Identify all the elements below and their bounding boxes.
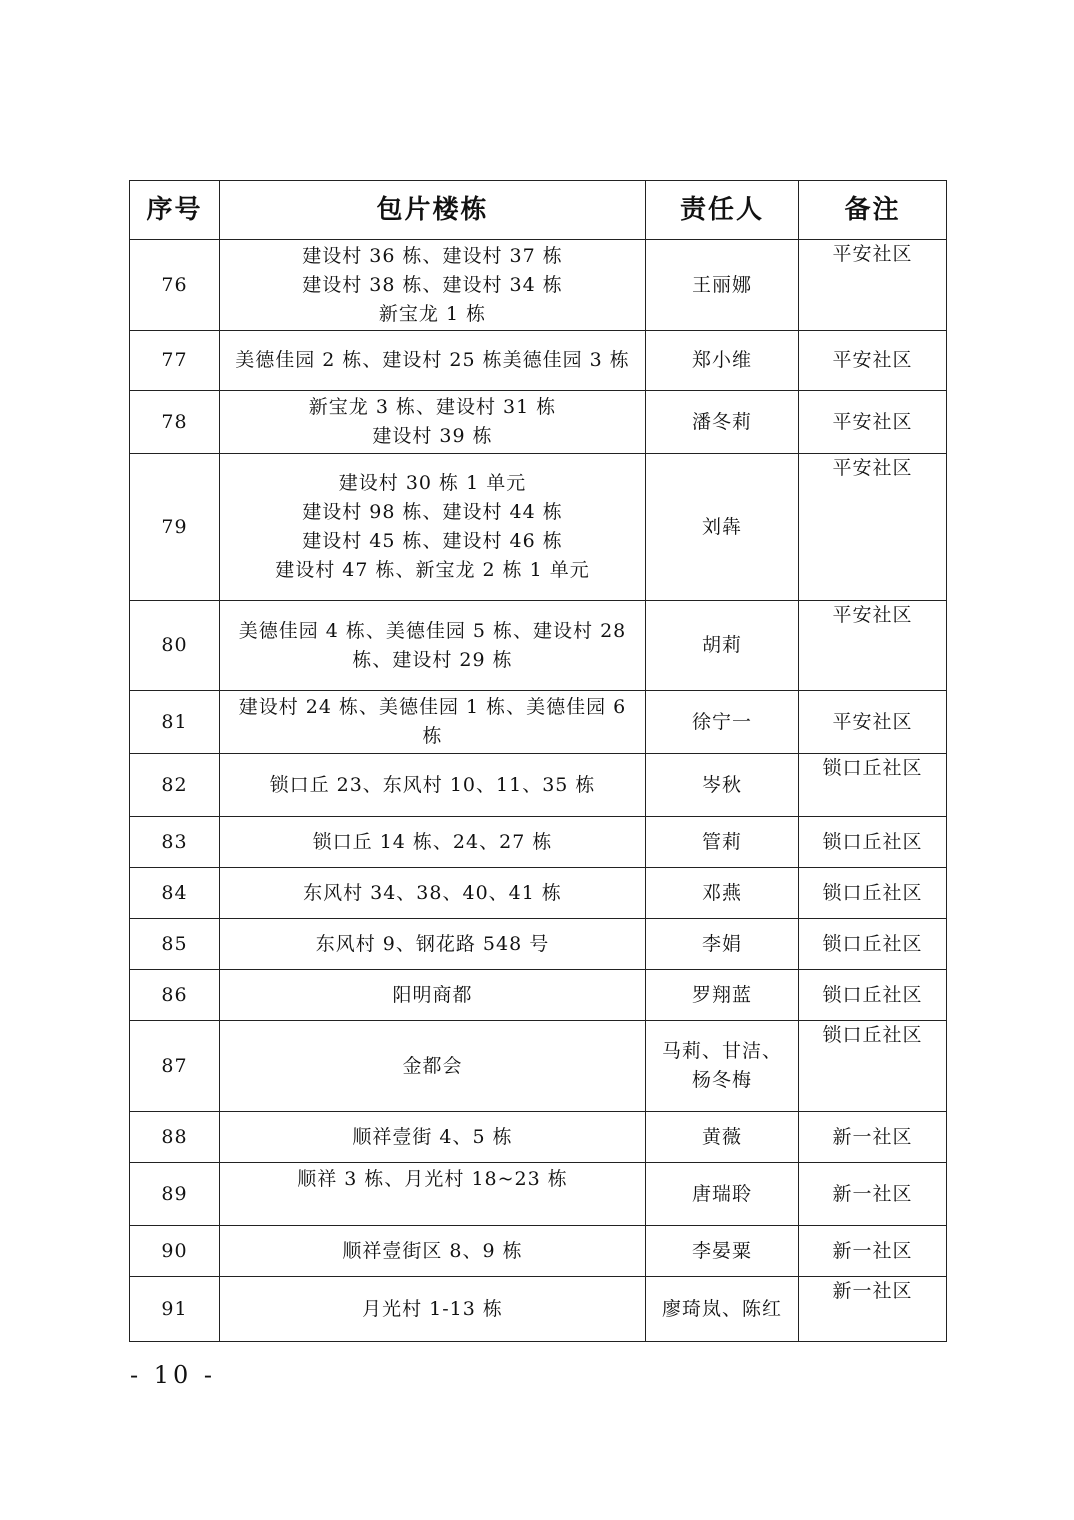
buildings-line: 美德佳园 2 栋、建设村 25 栋美德佳园 3 栋 [235,349,630,371]
buildings-line: 建设村 98 栋、建设村 44 栋 [302,501,563,523]
cell-person [646,1226,799,1277]
cell-note: 新一社区 [799,1226,947,1277]
person-line: 黄薇 [701,1125,742,1148]
cell-person [646,1277,799,1342]
cell-no: 77 [130,331,220,391]
table-row [130,1021,947,1112]
buildings-line: 栋、建设村 29 栋 [352,648,513,671]
cell-note: 锁口丘社区 [799,919,947,970]
cell-no: 84 [130,868,220,919]
cell-buildings [220,240,646,331]
cell-buildings [220,817,646,868]
cell-buildings [220,391,646,454]
cell-person [646,601,799,691]
buildings-line: 建设村 45 栋、建设村 46 栋 [302,530,563,552]
table-row [130,331,947,391]
person-line: 王丽娜 [691,273,752,296]
cell-no: 85 [130,919,220,970]
table-row [130,240,947,331]
person-line: 徐宁一 [691,710,752,733]
person-line: 胡莉 [701,634,742,656]
cell-buildings [220,691,646,754]
page-number: - 10 - [130,1361,217,1389]
buildings-line: 建设村 24 栋、美德佳园 1 栋、美德佳园 6 [238,696,627,718]
person-line: 郑小维 [691,349,752,371]
buildings-line: 建设村 39 栋 [372,425,493,447]
header-note: 备注 [799,181,947,240]
person-line: 潘冬莉 [691,410,752,433]
cell-note: 平安社区 [799,391,947,454]
cell-no: 80 [130,601,220,691]
cell-person [646,240,799,331]
buildings-line: 锁口丘 23、东风村 10、11、35 栋 [269,773,596,796]
cell-person [646,331,799,391]
cell-note: 锁口丘社区 [799,754,947,817]
table-row [130,1277,947,1342]
cell-person [646,1163,799,1226]
cell-buildings [220,1112,646,1163]
header-row [130,181,947,240]
cell-person [646,454,799,601]
cell-buildings [220,868,646,919]
person-line: 岑秋 [701,773,742,796]
buildings-line: 建设村 36 栋、建设村 37 栋 [302,244,563,267]
buildings-line: 美德佳园 4 栋、美德佳园 5 栋、建设村 28 [238,619,627,642]
cell-no: 89 [130,1163,220,1226]
person-line: 杨冬梅 [691,1069,752,1091]
table-row [130,868,947,919]
header-buildings: 包片楼栋 [220,181,646,240]
cell-buildings [220,454,646,601]
person-line: 马莉、甘洁、 [661,1040,782,1062]
buildings-line: 金都会 [402,1054,463,1077]
cell-person [646,970,799,1021]
header-person: 责任人 [646,181,799,240]
person-line: 罗翔蓝 [691,983,752,1006]
cell-no: 78 [130,391,220,454]
buildings-line: 阳明商都 [392,983,473,1006]
table-row [130,1112,947,1163]
cell-person [646,1112,799,1163]
cell-buildings [220,1163,646,1226]
header-no: 序号 [130,181,220,240]
cell-no: 79 [130,454,220,601]
cell-note: 锁口丘社区 [799,868,947,919]
cell-person [646,754,799,817]
buildings-line: 锁口丘 14 栋、24、27 栋 [312,830,553,853]
cell-note: 新一社区 [799,1277,947,1342]
buildings-line: 顺祥壹街 4、5 栋 [352,1125,513,1148]
cell-buildings [220,331,646,391]
cell-no: 88 [130,1112,220,1163]
cell-buildings [220,1226,646,1277]
cell-note: 平安社区 [799,691,947,754]
table-row [130,817,947,868]
cell-no: 87 [130,1021,220,1112]
buildings-line: 新宝龙 1 栋 [378,302,487,325]
cell-note: 锁口丘社区 [799,970,947,1021]
buildings-line: 建设村 47 栋、新宝龙 2 栋 1 单元 [275,559,590,581]
person-line: 李娟 [701,932,742,955]
buildings-line: 月光村 1-13 栋 [362,1297,503,1320]
buildings-line: 顺祥壹街区 8、9 栋 [342,1239,523,1262]
cell-person [646,391,799,454]
table-row [130,1226,947,1277]
person-line: 刘犇 [701,515,742,538]
table-row [130,1163,947,1226]
table-row [130,754,947,817]
cell-no: 81 [130,691,220,754]
cell-buildings [220,754,646,817]
cell-no: 91 [130,1277,220,1342]
cell-no: 90 [130,1226,220,1277]
cell-no: 83 [130,817,220,868]
person-line: 唐瑞聆 [691,1182,752,1205]
table-row [130,970,947,1021]
buildings-line: 建设村 30 栋 1 单元 [338,472,527,494]
table-row [130,601,947,691]
cell-note: 锁口丘社区 [799,817,947,868]
cell-note: 平安社区 [799,601,947,691]
cell-buildings [220,601,646,691]
cell-person [646,919,799,970]
cell-no: 76 [130,240,220,331]
cell-buildings [220,970,646,1021]
buildings-line: 东风村 34、38、40、41 栋 [303,881,562,904]
cell-note: 新一社区 [799,1163,947,1226]
buildings-line: 栋 [422,725,443,747]
person-line: 廖琦岚、陈红 [661,1297,782,1320]
buildings-line: 顺祥 3 栋、月光村 18~23 栋 [297,1168,568,1190]
person-line: 李晏粟 [691,1239,752,1262]
buildings-line: 新宝龙 3 栋、建设村 31 栋 [308,396,557,418]
person-line: 管莉 [701,830,742,853]
cell-note: 锁口丘社区 [799,1021,947,1112]
cell-buildings [220,1021,646,1112]
cell-person [646,691,799,754]
table-row [130,691,947,754]
cell-person [646,1021,799,1112]
assignment-table [129,180,947,1342]
cell-note: 平安社区 [799,331,947,391]
table-row [130,391,947,454]
cell-no: 86 [130,970,220,1021]
cell-buildings [220,919,646,970]
cell-buildings [220,1277,646,1342]
person-line: 邓燕 [701,881,742,904]
table-row [130,919,947,970]
cell-person [646,817,799,868]
cell-person [646,868,799,919]
cell-note: 新一社区 [799,1112,947,1163]
buildings-line: 建设村 38 栋、建设村 34 栋 [302,273,563,296]
cell-no: 82 [130,754,220,817]
cell-note: 平安社区 [799,240,947,331]
buildings-line: 东风村 9、钢花路 548 号 [315,932,550,955]
cell-note: 平安社区 [799,454,947,601]
table-row [130,454,947,601]
